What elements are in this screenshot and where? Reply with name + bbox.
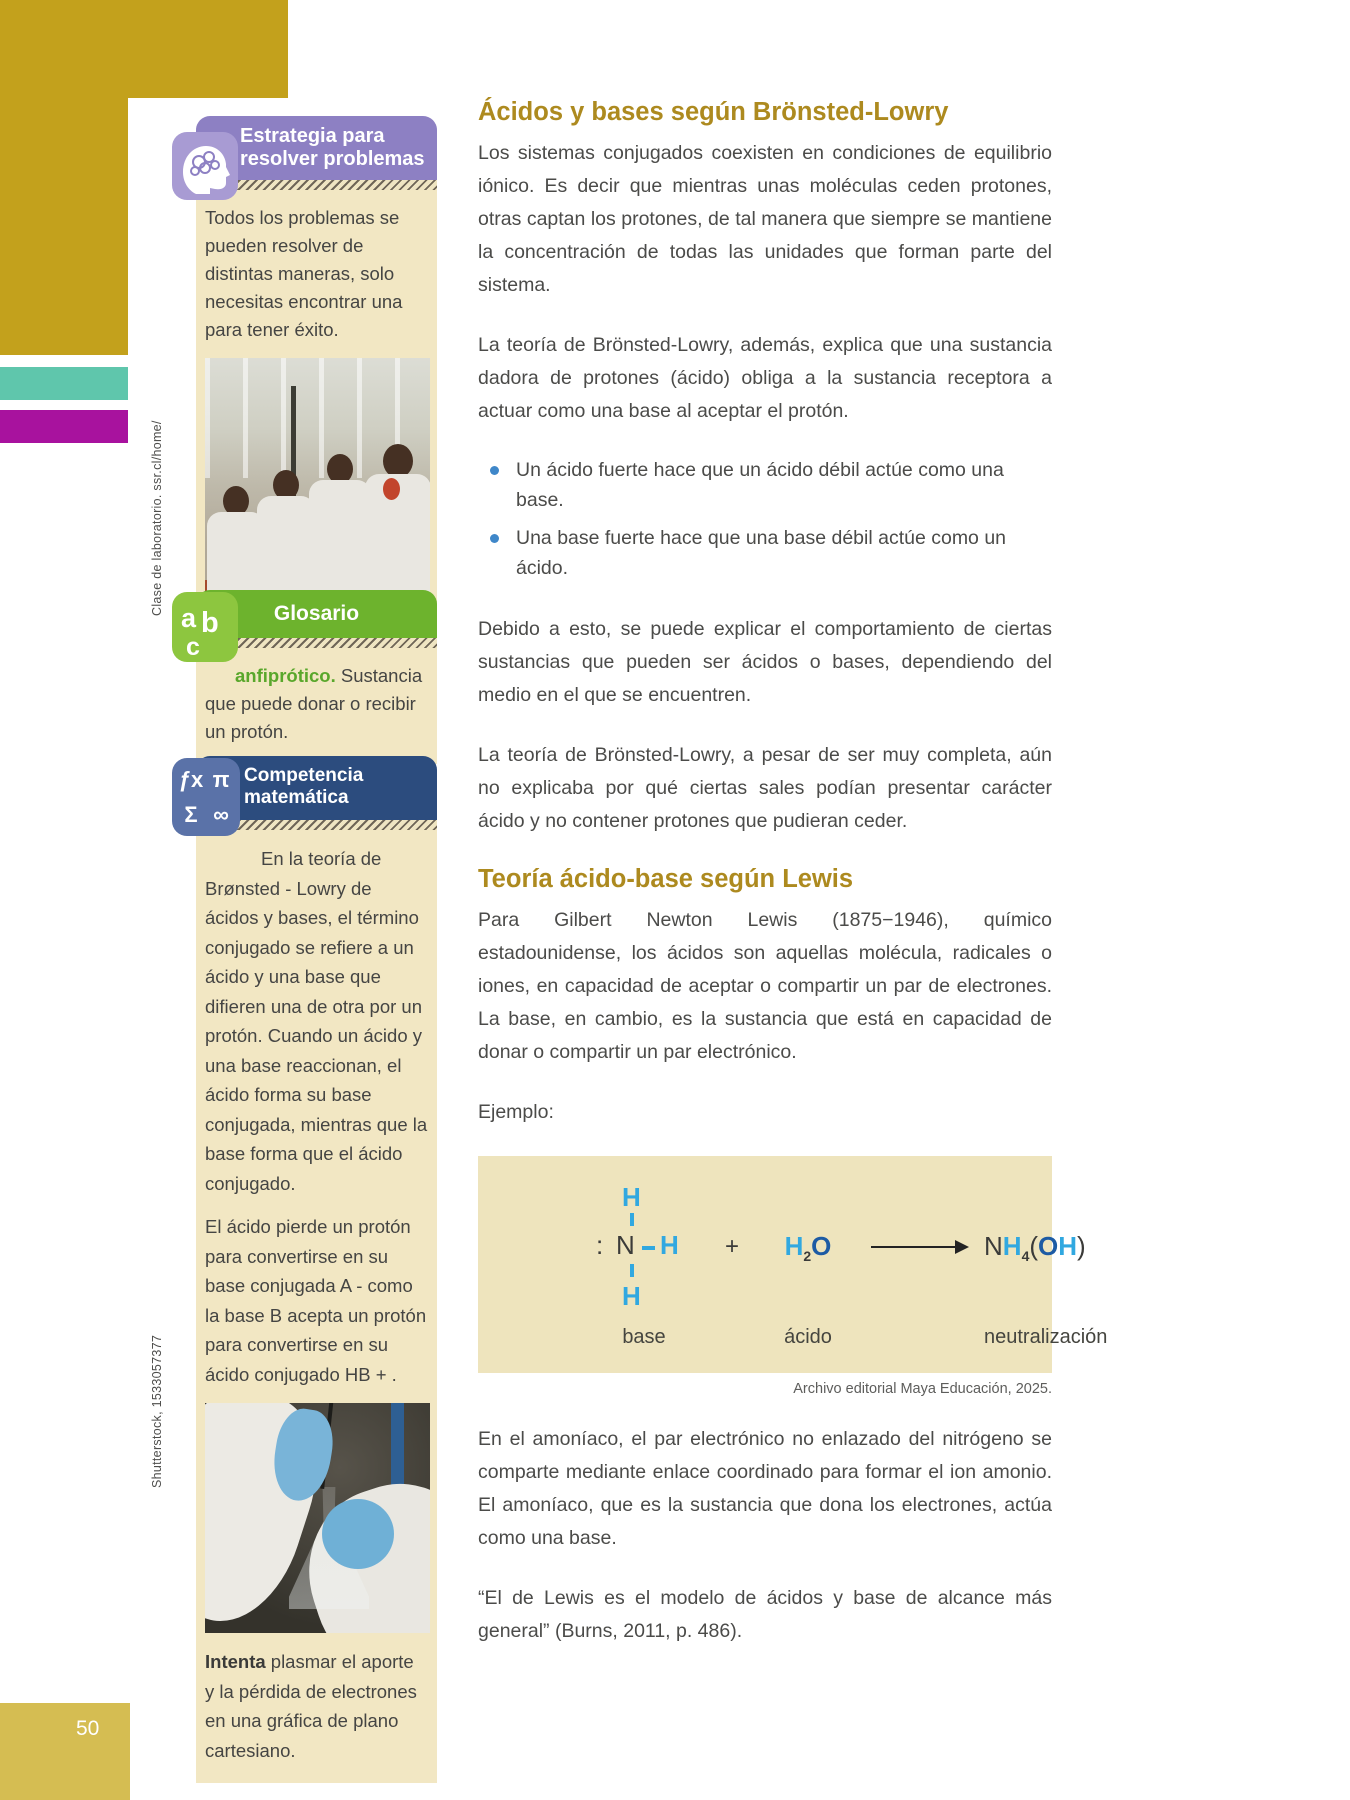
water-o: O bbox=[811, 1230, 832, 1261]
paren-close: ) bbox=[1077, 1230, 1086, 1261]
bullet-text: Una base fuerte hace que una base débil actúe como un ácido. bbox=[516, 527, 1007, 579]
math-box-body bbox=[196, 830, 437, 1783]
glossary-box-title: Glosario bbox=[273, 602, 360, 625]
bond-horizontal bbox=[642, 1246, 655, 1250]
ammonia-structure bbox=[584, 1182, 704, 1312]
sigma-glyph: Σ bbox=[184, 801, 198, 827]
bullet-icon bbox=[490, 534, 499, 543]
main-column bbox=[478, 98, 1108, 1675]
diagram-credit: Archivo editorial Maya Educación, 2025. bbox=[793, 1381, 1052, 1397]
product-subscript: 4 bbox=[1021, 1247, 1030, 1264]
pi-glyph: π bbox=[212, 766, 230, 792]
photo-credit-flask-hands: Shutterstock, 1533057377 bbox=[150, 1334, 164, 1488]
lone-pair: : bbox=[596, 1230, 604, 1260]
glossary-box-header bbox=[181, 590, 437, 661]
label-base: base bbox=[622, 1326, 666, 1348]
paren-open: ( bbox=[1029, 1230, 1039, 1261]
glossary-box bbox=[181, 590, 437, 764]
try-paragraph bbox=[205, 1647, 428, 1765]
bullet-icon bbox=[490, 466, 499, 475]
paragraph: Los sistemas conjugados coexisten en condiciones de equilibrio iónico. Es decir que mientras unas moléculas ceden protones, otras captan los protones, de tal manera que siempre se mantiene la concentración de todas las unidades que forman parte del sistema. bbox=[478, 142, 1052, 296]
product-o: O bbox=[1038, 1230, 1059, 1261]
glossary-box-body bbox=[196, 648, 437, 764]
lewis-reaction-diagram bbox=[478, 1156, 1108, 1373]
reaction-arrow-icon bbox=[856, 1240, 984, 1254]
try-label: Intenta bbox=[205, 1651, 266, 1672]
paragraph: La teoría de Brönsted-Lowry, a pesar de ser muy completa, aún no explicaba por qué ciertas sales podían presentar carácter ácido y no contener protones que pudieran ceder. bbox=[478, 744, 1052, 832]
math-box-header bbox=[178, 756, 437, 827]
math-competence-box bbox=[178, 756, 437, 1783]
quote-paragraph: “El de Lewis es el modelo de ácidos y base de alcance más general” (Burns, 2011, p. 486). bbox=[478, 1587, 1052, 1642]
reaction-equation bbox=[478, 1182, 1086, 1312]
brain-icon-svg bbox=[172, 132, 238, 200]
label-acid: ácido bbox=[784, 1326, 832, 1348]
deco-gold-block-side bbox=[0, 0, 128, 355]
math-symbols-grid bbox=[172, 758, 240, 836]
bullet-text: Un ácido fuerte hace que un ácido débil actúe como una base. bbox=[516, 459, 1004, 511]
hydrogen-right: H bbox=[660, 1230, 679, 1260]
infinity-glyph: ∞ bbox=[213, 801, 229, 827]
hydrogen-bottom: H bbox=[622, 1281, 641, 1311]
photo-pipette-bulb bbox=[383, 478, 400, 500]
bullet-list bbox=[478, 455, 1052, 583]
bond-vertical-bottom bbox=[630, 1264, 634, 1277]
abc-icon-a: a bbox=[181, 603, 197, 633]
glossary-entry bbox=[205, 662, 428, 746]
page-number: 50 bbox=[76, 1717, 100, 1740]
try-text: plasmar el aporte y la pérdida de electrones en una gráfica de plano cartesiano. bbox=[205, 1651, 417, 1761]
water-subscript: 2 bbox=[803, 1247, 812, 1264]
page-number-box bbox=[0, 1703, 130, 1800]
paragraph: Debido a esto, se puede explicar el comportamiento de ciertas sustancias que pueden ser ácidos o bases, dependiendo del medio en el que se encuentren. bbox=[478, 618, 1052, 706]
product-n: N bbox=[984, 1230, 1003, 1261]
glossary-definition: Sustancia que puede donar o recibir un protón. bbox=[205, 665, 423, 742]
math-paragraph-1: En la teoría de Brønsted - Lowry de ácidos y bases, el término conjugado se refiere a un ácido y una base que difieren una de otra por un protón. Cuando un ácido y una base reaccionan, el ácido forma su base conjugada, mientras que la base forma que el ácido conjugado. bbox=[205, 848, 428, 1194]
water-h: H bbox=[784, 1230, 804, 1261]
list-item bbox=[490, 455, 1052, 515]
section2-heading: Teoría ácido-base según Lewis bbox=[478, 865, 854, 893]
photo-flask-hands bbox=[205, 1403, 430, 1633]
bond-vertical-top bbox=[630, 1213, 634, 1226]
list-item bbox=[490, 523, 1052, 583]
reaction-labels bbox=[478, 1326, 1108, 1349]
example-label: Ejemplo: bbox=[478, 1101, 554, 1123]
strategy-box-header bbox=[196, 116, 437, 180]
paragraph: En el amoníaco, el par electrónico no enlazado del nitrógeno se comparte mediante enlace coordinado para formar el ion amonio. El amoníaco, que es la sustancia que dona los electrones, actúa como una base. bbox=[478, 1428, 1052, 1549]
plus-sign: + bbox=[724, 1233, 739, 1260]
glossary-term: anfiprótico. bbox=[235, 665, 336, 686]
photo-student bbox=[257, 470, 315, 606]
math-paragraph-2: El ácido pierde un protón para convertirse en su base conjugada A - como la base B acepta un protón para convertirse en su ácido conjugado HB + . bbox=[205, 1216, 427, 1385]
brain-icon bbox=[172, 132, 238, 200]
label-neutralization: neutralización bbox=[984, 1326, 1108, 1348]
deco-teal-stripe bbox=[0, 367, 128, 400]
section1-heading: Ácidos y bases según Brönsted-Lowry bbox=[478, 98, 949, 126]
photo-glove-right bbox=[322, 1499, 394, 1569]
fx-glyph: ƒx bbox=[178, 766, 204, 792]
math-box-title-line2: matemática bbox=[244, 787, 349, 808]
product-h: H bbox=[1002, 1230, 1022, 1261]
strategy-box-title-line2: resolver problemas bbox=[240, 148, 425, 170]
abc-icon-b: b bbox=[201, 607, 219, 639]
water-formula bbox=[760, 1231, 856, 1264]
math-symbols-icon bbox=[172, 758, 240, 836]
nitrogen-atom: N bbox=[616, 1230, 635, 1260]
product-oh-h: H bbox=[1058, 1230, 1078, 1261]
deco-magenta-stripe bbox=[0, 410, 128, 443]
product-formula bbox=[984, 1231, 1086, 1264]
strategy-text: Todos los problemas se pueden resolver de distintas maneras, solo necesitas encontrar una para tener éxito. bbox=[205, 207, 403, 340]
photo-credit-lab-class: Clase de laboratorio. ssr.cl/home/ bbox=[150, 420, 164, 616]
paragraph: Para Gilbert Newton Lewis (1875−1946), químico estadounidense, los ácidos son aquellas molécula, radicales o iones, en capacidad de aceptar o compartir un par de electrones. La base, en cambio, es la sustancia que está en capacidad de donar o compartir un par electrónico. bbox=[478, 909, 1052, 1063]
math-box-title-line1: Competencia bbox=[244, 765, 364, 786]
strategy-box-title-line1: Estrategia para bbox=[240, 125, 385, 147]
abc-icon-c: c bbox=[186, 633, 200, 661]
hydrogen-top: H bbox=[622, 1182, 641, 1212]
abc-icon bbox=[172, 592, 238, 662]
paragraph: La teoría de Brönsted-Lowry, además, explica que una sustancia dadora de protones (ácido) obliga a la sustancia receptora a actuar como una base al aceptar el protón. bbox=[478, 334, 1052, 422]
